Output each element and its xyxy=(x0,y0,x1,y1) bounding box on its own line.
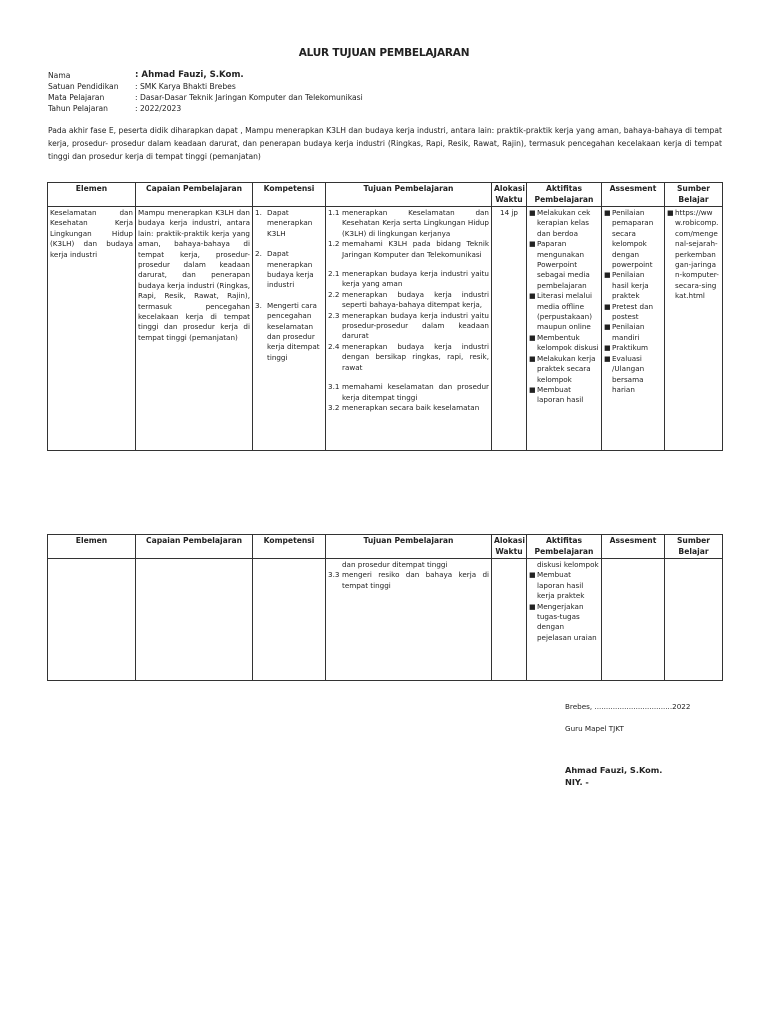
info-label: Tahun Pelajaran xyxy=(48,104,108,113)
info-row-tahun xyxy=(48,103,363,114)
cell-capaian: Mampu menerapkan K3LH dan budaya kerja industri, antara lain: praktik-praktik kerja yang aman, bahaya-bahaya di tempat kerja, prosedur- prosedur dalam keadaan darurat, dan penerapan budaya kerja industri (Ringkas, Rapi, Resik, Rawat, Rajin), termasuk pencegahan kecelakaan kerja di tempat tinggi dan prosedur kerja di tempat tinggi (pemanjatan) xyxy=(136,207,253,451)
table-row xyxy=(48,207,723,451)
info-value: : Ahmad Fauzi, S.Kom. xyxy=(135,70,244,80)
info-value: : SMK Karya Bhakti Brebes xyxy=(135,82,236,91)
cell-alokasi xyxy=(492,559,527,681)
info-label: Satuan Pendidikan xyxy=(48,82,119,91)
header-kompetensi: Kompetensi xyxy=(253,535,326,559)
tujuan-item: 1.1 menerapkan Keselamatan dan Kesehatan Kerja serta Lingkungan Hidup (K3LH) di lingkungan kerjanya xyxy=(328,208,489,238)
signature-name: Ahmad Fauzi, S.Kom. xyxy=(565,765,663,775)
header-alokasi: Alokasi Waktu xyxy=(492,535,527,559)
info-row-nama xyxy=(48,70,363,81)
kompetensi-item: 2. Dapat menerapkan budaya kerja industri xyxy=(255,249,314,290)
cell-kompetensi xyxy=(253,207,326,451)
cell-alokasi: 14 jp xyxy=(492,207,527,451)
aktifitas-item: ■ Paparan mengunakan Powerpoint sebagai media pembelajaran xyxy=(529,239,590,290)
page-title: ALUR TUJUAN PEMBELAJARAN xyxy=(298,47,470,59)
header-aktifitas: Aktifitas Pembelajaran xyxy=(527,183,602,207)
header-sumber: Sumber Belajar xyxy=(665,535,723,559)
tujuan-item: 2.4 menerapkan budaya kerja industri dengan bersikap ringkas, rapi, resik, rawat xyxy=(328,341,489,372)
tujuan-item: 2.3 menerapkan budaya kerja industri yaitu prosedur-prosedur dalam keadaan darurat xyxy=(328,310,489,341)
aktifitas-continuation: diskusi kelompok xyxy=(537,560,599,569)
atp-table-page2 xyxy=(47,534,723,681)
header-aktifitas: Aktifitas Pembelajaran xyxy=(527,535,602,559)
info-row-satuan xyxy=(48,81,363,92)
aktifitas-item: ■ Literasi melalui media offline (perpustakaan) maupun online xyxy=(529,291,593,332)
aktifitas-item: ■ Melakukan cek kerapian kelas dan berdoa xyxy=(529,208,591,238)
info-value: : 2022/2023 xyxy=(135,104,182,113)
kompetensi-item: 3. Mengerti cara pencegahan keselamatan dan prosedur kerja ditempat tinggi xyxy=(255,300,320,362)
aktifitas-item: ■ Membuat laporan hasil kerja praktek xyxy=(529,570,585,601)
table-header-row xyxy=(48,535,723,559)
aktifitas-item: ■ Membuat laporan hasil xyxy=(529,384,584,405)
assesment-item: ■ Pretest dan postest xyxy=(604,301,654,322)
assesment-item: ■ Penilaian mandiri xyxy=(604,322,645,342)
tujuan-item: 3.1 memahami keselamatan dan prosedur kerja ditempat tinggi xyxy=(328,382,489,402)
intro-paragraph: Pada akhir fase E, peserta didik diharapkan dapat , Mampu menerapkan K3LH dan budaya kerja industri, antara lain: praktik-praktik kerja yang aman, bahaya-bahaya di tempat kerja, prosedur- prosedur dalam keadaan darurat, dan penerapan budaya kerja industri (Ringkas, Rapi, Resik, Rawat, Rajin), termasuk pencegahan kecelakaan kerja di tempat tinggi dan prosedur kerja di tempat tinggi (pemanjatan) xyxy=(48,126,722,161)
tujuan-continuation: dan prosedur ditempat tinggi xyxy=(342,560,448,569)
cell-elemen xyxy=(48,559,136,681)
cell-sumber xyxy=(665,207,723,451)
info-row-mapel xyxy=(48,92,363,103)
identity-block xyxy=(48,70,363,114)
signature-niy: NIY. - xyxy=(565,777,589,787)
header-tujuan: Tujuan Pembelajaran xyxy=(326,535,492,559)
atp-table-page1 xyxy=(47,182,723,451)
header-assesment: Assesment xyxy=(602,535,665,559)
table-row xyxy=(48,559,723,681)
aktifitas-item: ■ Membentuk kelompok diskusi xyxy=(529,332,599,353)
info-label: Nama xyxy=(48,71,71,80)
header-alokasi: Alokasi Waktu xyxy=(492,183,527,207)
cell-assesment xyxy=(602,559,665,681)
tujuan-item: 3.2 menerapkan secara baik keselamatan xyxy=(328,402,480,412)
assesment-item: ■ Evaluasi /Ulangan bersama harian xyxy=(604,353,645,394)
header-tujuan: Tujuan Pembelajaran xyxy=(326,183,492,207)
signature-role: Guru Mapel TJKT xyxy=(565,724,624,733)
sumber-link[interactable]: ■ https://www.robicomp.com/mengenal-sejarah-perkembangan-jaringan-komputer-secara-singkat.html xyxy=(667,208,719,301)
tujuan-item: 2.2 menerapkan budaya kerja industri seperti bahaya-bahaya ditempat kerja, xyxy=(328,289,489,310)
cell-assesment xyxy=(602,207,665,451)
tujuan-item: 1.2 memahami K3LH pada bidang Teknik Jaringan Komputer dan Telekomunikasi xyxy=(328,239,489,259)
table-header-row xyxy=(48,183,723,207)
info-value: : Dasar-Dasar Teknik Jaringan Komputer dan Telekomunikasi xyxy=(135,93,363,102)
tujuan-item: 2.1 menerapkan budaya kerja industri yaitu kerja yang aman xyxy=(328,269,489,289)
aktifitas-item: ■ Mengerjakan tugas-tugas dengan pejelasan uraian xyxy=(529,601,597,642)
cell-aktifitas xyxy=(527,559,602,681)
header-capaian: Capaian Pembelajaran xyxy=(136,535,253,559)
cell-tujuan xyxy=(326,559,492,681)
header-elemen: Elemen xyxy=(48,183,136,207)
kompetensi-item: 1. Dapat menerapkan K3LH xyxy=(255,208,313,238)
header-kompetensi: Kompetensi xyxy=(253,183,326,207)
cell-aktifitas xyxy=(527,207,602,451)
cell-tujuan xyxy=(326,207,492,451)
info-label: Mata Pelajaran xyxy=(48,93,105,102)
header-capaian: Capaian Pembelajaran xyxy=(136,183,253,207)
assesment-item: ■ Praktikum xyxy=(604,343,649,353)
header-sumber: Sumber Belajar xyxy=(665,183,723,207)
tujuan-item: 3.3 mengeri resiko dan bahaya kerja di tempat tinggi xyxy=(328,570,489,590)
assesment-item: ■ Penilaian pemaparan secara kelompok dengan powerpoint xyxy=(604,208,654,270)
assesment-item: ■ Penilaian hasil kerja praktek xyxy=(604,270,649,301)
cell-elemen: Keselamatan dan Kesehatan Kerja Lingkungan Hidup (K3LH) dan budaya kerja industri xyxy=(48,207,136,451)
cell-capaian xyxy=(136,559,253,681)
signature-place-date: Brebes, ..................................2022 xyxy=(565,702,691,711)
cell-kompetensi xyxy=(253,559,326,681)
aktifitas-item: ■ Melakukan kerja praktek secara kelompok xyxy=(529,353,596,384)
cell-sumber xyxy=(665,559,723,681)
header-assesment: Assesment xyxy=(602,183,665,207)
header-elemen: Elemen xyxy=(48,535,136,559)
